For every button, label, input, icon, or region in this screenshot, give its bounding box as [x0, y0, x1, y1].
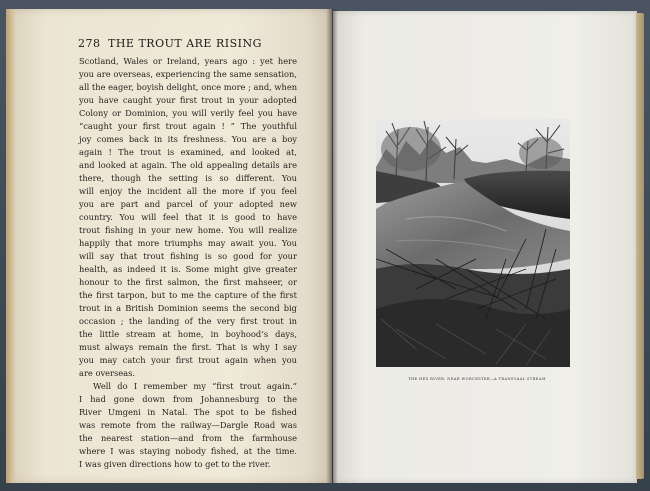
- text-line: occasion ; the landing of the very first trout in: [79, 316, 297, 326]
- body-text: [79, 55, 297, 471]
- text-line: I was given directions how to get to the river.: [79, 459, 271, 469]
- text-line: trout in a British Dominion seems the second big: [79, 303, 297, 313]
- text-line: the little stream at home, in boyhood’s days,: [79, 329, 297, 339]
- text-line: the first tarpon, but to me the capture of the first: [79, 290, 297, 300]
- text-line: Well do I remember my “first trout again.”: [93, 381, 297, 391]
- text-line: I had gone down from Johannesburg to the: [79, 394, 297, 404]
- text-line: trout fishing in your new home. You will realize: [79, 225, 297, 235]
- text-line: will enjoy the incident all the more if you feel: [79, 186, 297, 196]
- text-line: again ! The trout is examined, and looked at,: [79, 147, 297, 157]
- text-line: was remote from the railway—Dargle Road was: [79, 420, 297, 430]
- text-line: country. You will feel that it is good to have: [79, 212, 297, 222]
- text-line: the nearest station—and from the farmhouse: [79, 433, 297, 443]
- running-head-title: THE TROUT ARE RISING: [108, 37, 262, 50]
- text-line: health, as indeed it is. Some might give greater: [79, 264, 297, 274]
- text-line: you may catch your first trout again when you: [79, 355, 297, 365]
- text-line: you are overseas, experiencing the same sensation,: [79, 69, 297, 79]
- text-line: where I was staying nobody fished, at the time.: [79, 446, 297, 456]
- text-line: all the eager, boyish delight, once more ; and, when: [79, 82, 298, 92]
- text-line: and looked at again. The old appealing details are: [79, 160, 297, 170]
- photo-caption: THE HEX RIVER, NEAR WORCESTER—A TRANSVAAL STREAM: [408, 377, 546, 381]
- running-header: [78, 37, 318, 53]
- text-line: will say that trout fishing is so good for your: [79, 251, 297, 261]
- book-gutter: [326, 9, 338, 483]
- text-line: happily that more triumphs may await you. You: [79, 238, 297, 248]
- text-line: must always remain the first. That is why I say: [79, 342, 297, 352]
- text-line: you have caught your first trout in your adopted: [79, 95, 297, 105]
- text-line: are overseas.: [79, 368, 136, 378]
- text-line: honour to the first salmon, the first mahseer, or: [79, 277, 297, 287]
- river-photograph: [376, 119, 570, 367]
- text-line: there, though the setting is so different. You: [79, 173, 297, 183]
- page-number: 278: [78, 37, 101, 50]
- river-photo-image: [376, 119, 570, 367]
- text-line: River Umgeni in Natal. The spot to be fished: [79, 407, 297, 417]
- left-page-edge: [6, 9, 16, 483]
- text-line: Scotland, Wales or Ireland, years ago : yet here: [79, 56, 297, 66]
- text-line: you are part and parcel of your adopted new: [79, 199, 297, 209]
- right-page-edge: [636, 13, 644, 479]
- text-line: joy comes back in its freshness. You are a boy: [79, 134, 297, 144]
- text-line: “caught your first trout again ! ” The youthful: [79, 121, 297, 131]
- text-line: Colony or Dominion, you will verily feel you have: [79, 108, 297, 118]
